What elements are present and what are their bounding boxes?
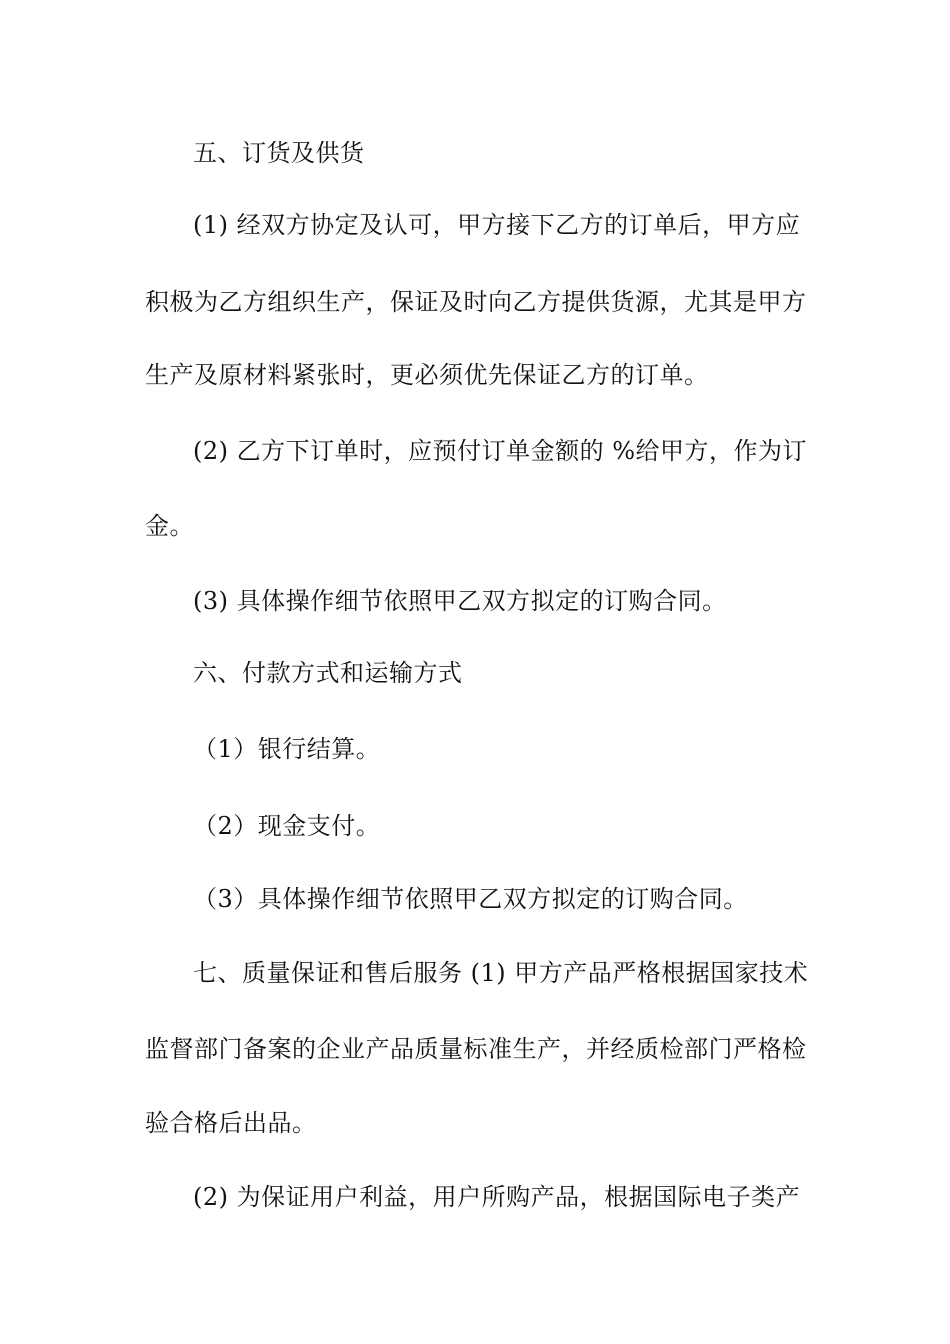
text-line: 七、质量保证和售后服务 (1) 甲方产品严格根据国家技术 — [193, 959, 809, 987]
text-line: 六、付款方式和运输方式 — [193, 659, 463, 687]
text-line: （1）银行结算。 — [193, 735, 381, 763]
text-line: 验合格后出品。 — [145, 1109, 317, 1137]
text-line: (1) 经双方协定及认可，甲方接下乙方的订单后，甲方应 — [193, 211, 801, 239]
text-line: （3）具体操作细节依照甲乙双方拟定的订购合同。 — [193, 885, 748, 913]
text-line: 监督部门备案的企业产品质量标准生产，并经质检部门严格检 — [145, 1035, 807, 1063]
text-line: 五、订货及供货 — [193, 139, 365, 167]
text-line: (2) 乙方下订单时，应预付订单金额的 %给甲方，作为订 — [193, 437, 808, 465]
text-line: 生产及原材料紧张时，更必须优先保证乙方的订单。 — [145, 361, 709, 389]
text-line: 金。 — [145, 512, 194, 540]
text-line: (2) 为保证用户利益，用户所购产品，根据国际电子类产 — [193, 1183, 801, 1211]
text-line: 积极为乙方组织生产，保证及时向乙方提供货源，尤其是甲方 — [145, 288, 807, 316]
text-line: (3) 具体操作细节依照甲乙双方拟定的订购合同。 — [193, 587, 727, 615]
text-line: （2）现金支付。 — [193, 812, 381, 840]
